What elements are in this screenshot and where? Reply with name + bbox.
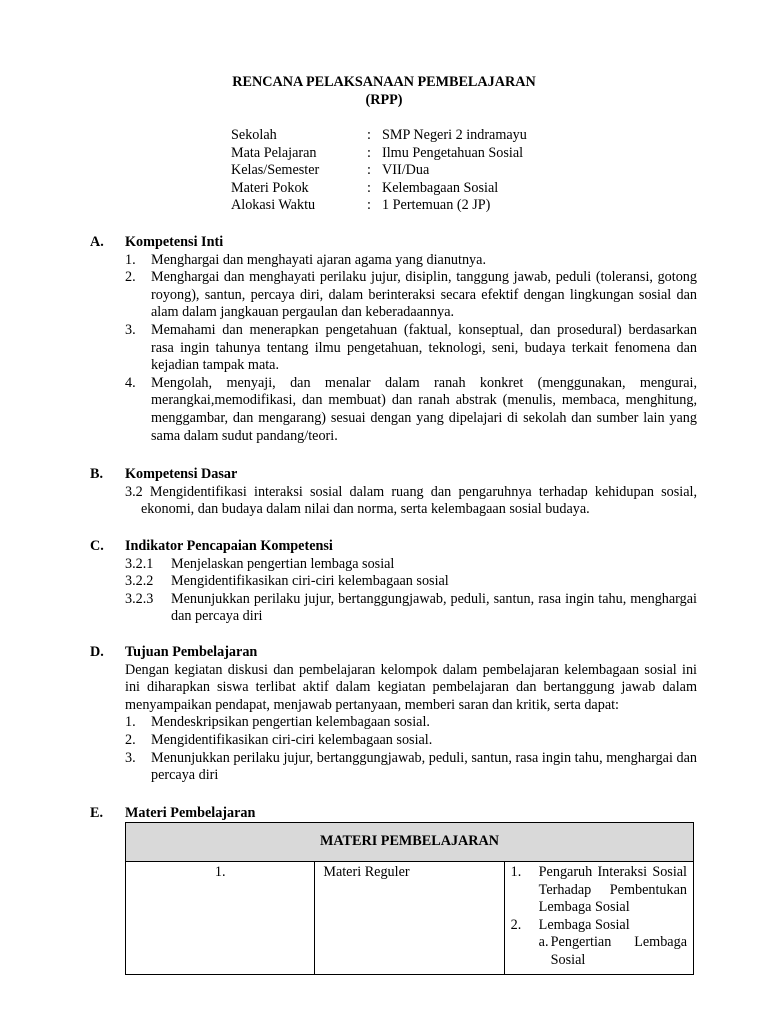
section-heading <box>90 466 698 484</box>
materi-table <box>125 822 694 975</box>
section-letter: E. <box>90 805 104 821</box>
info-label: Kelas/Semester <box>231 162 320 179</box>
table-row <box>126 862 694 975</box>
section-letter: C. <box>90 538 104 554</box>
list-text: Mendeskripsikan pengertian kelembagaan sosial. <box>151 714 430 731</box>
list-number: 3. <box>125 749 136 766</box>
list-item <box>125 750 697 785</box>
list-text: Mengidentifikasi interaksi sosial dalam ruang dan pengaruhnya terhadap kehidupan sosial, ekonomi, dan budaya dalam nilai dan norma, serta kelembagaan sosial budaya. <box>141 483 698 518</box>
section-letter: A. <box>90 234 104 250</box>
list-number: 3.2.1 <box>125 555 154 572</box>
info-label: Sekolah <box>231 127 277 143</box>
list-text: Pengaruh Interaksi Sosial Terhadap Pembentukan Lembaga Sosial <box>538 864 687 916</box>
list-item <box>125 573 697 591</box>
list-item <box>125 322 697 375</box>
list-text: Lembaga Sosial <box>538 916 630 933</box>
list-text: Mengolah, menyaji, dan menalar dalam ranah konkret (menggunakan, mengurai, merangkai,memodifikasi, dan membuat) dan ranah abstrak (menulis, membaca, menghitung, menggambar, dan mengarang) sesuai dengan yang dipelajari di sekolah dan sumber lain yang sama dalam sudut pandang/teori. <box>151 374 697 444</box>
section-heading <box>90 538 698 556</box>
section-body <box>125 556 697 626</box>
list-number: 3. <box>125 321 136 338</box>
list-text: Menunjukkan perilaku jujur, bertanggungjawab, peduli, santun, rasa ingin tahu, menghargai dan percaya diri <box>171 590 697 625</box>
section-title: Kompetensi Dasar <box>125 466 238 482</box>
section-title: Tujuan Pembelajaran <box>125 644 258 660</box>
info-colon: : <box>367 144 371 161</box>
list-number: 3.2.2 <box>125 573 154 590</box>
section-body <box>125 662 697 785</box>
section-title: Materi Pembelajaran <box>125 805 256 821</box>
section-heading <box>90 234 698 252</box>
info-value: SMP Negeri 2 indramayu <box>382 127 527 143</box>
list-text: Menghargai dan menghayati ajaran agama yang dianutnya. <box>151 251 486 268</box>
list-text: Mengidentifikasikan ciri-ciri kelembagaan sosial <box>171 573 449 590</box>
section-kompetensi-dasar <box>90 466 698 519</box>
table-header: MATERI PEMBELAJARAN <box>126 823 694 862</box>
info-label: Materi Pokok <box>231 179 309 196</box>
list-item <box>125 732 697 750</box>
list-number: 1. <box>125 714 136 731</box>
section-intro: Dengan kegiatan diskusi dan pembelajaran kelompok dalam pembelajaran kelembagaan sosial ini ini diharapkan siswa terlibat aktif dalam kegiatan pembelajaran dan bertanggung jawab dalam menyampaikan pendapat, menjawab pertanyaan, memberi saran dan kritik, serta dapat: <box>125 661 697 713</box>
list-text: Memahami dan menerapkan pengetahuan (faktual, konseptual, dan prosedural) berdasarkan rasa ingin tahunya tentang ilmu pengetahuan, teknologi, seni, budaya terkait fenomena dan kejadian tampak mata. <box>151 321 697 374</box>
section-body <box>125 252 697 446</box>
list-number: 1. <box>510 864 522 880</box>
list-item <box>125 591 697 626</box>
info-value: Ilmu Pengetahuan Sosial <box>382 144 524 161</box>
list-item <box>125 484 697 519</box>
list-text: Menjelaskan pengertian lembaga sosial <box>171 555 395 572</box>
list-text: Menghargai dan menghayati perilaku jujur, disiplin, tanggung jawab, peduli (toleransi, gotong royong), santun, percaya diri, dalam berinteraksi secara efektif dengan lingkungan sosial dan alam dalam jangkauan pergaulan dan keberadaannya. <box>151 269 697 321</box>
list-text: Menunjukkan perilaku jujur, bertanggungjawab, peduli, santun, rasa ingin tahu, menghargai dan percaya diri <box>151 749 697 784</box>
section-letter: D. <box>90 644 104 660</box>
section-title: Kompetensi Inti <box>125 234 224 250</box>
list-item <box>511 917 687 935</box>
section-materi <box>90 805 698 823</box>
list-item <box>125 269 697 322</box>
list-number: 3.2 <box>125 483 143 500</box>
info-colon: : <box>367 162 371 179</box>
table-cell-number: 1. <box>126 862 315 975</box>
list-item <box>125 714 697 732</box>
list-item <box>125 252 697 270</box>
info-value: 1 Pertemuan (2 JP) <box>382 197 491 214</box>
section-kompetensi-inti <box>90 234 698 445</box>
info-label: Mata Pelajaran <box>231 144 317 161</box>
list-number: 2. <box>125 269 136 286</box>
section-indikator <box>90 538 698 626</box>
list-item <box>125 375 697 445</box>
list-number: 4. <box>125 374 136 391</box>
info-colon: : <box>367 197 371 214</box>
list-number: 3.2.3 <box>125 590 154 607</box>
list-number: a. <box>538 934 549 951</box>
list-text: Mengidentifikasikan ciri-ciri kelembagaan sosial. <box>151 731 433 748</box>
list-item <box>511 934 687 969</box>
document-subtitle: (RPP) <box>365 92 403 108</box>
section-body <box>125 484 697 519</box>
section-heading <box>90 644 698 662</box>
info-colon: : <box>367 179 371 196</box>
section-letter: B. <box>90 466 104 482</box>
list-number: 1. <box>125 251 136 268</box>
info-value: VII/Dua <box>382 162 430 179</box>
table-cell-content <box>504 862 693 975</box>
section-tujuan <box>90 644 698 785</box>
list-number: 2. <box>125 731 136 748</box>
list-item <box>511 864 687 917</box>
info-label: Alokasi Waktu <box>231 197 316 214</box>
info-colon: : <box>367 127 371 143</box>
info-value: Kelembagaan Sosial <box>382 179 499 196</box>
list-text: Pengertian Lembaga Sosial <box>550 934 687 968</box>
section-heading <box>90 805 698 823</box>
table-header-row <box>126 823 694 862</box>
document-title: RENCANA PELAKSANAAN PEMBELAJARAN <box>232 74 536 90</box>
list-number: 2. <box>510 916 522 933</box>
table-cell-label: Materi Reguler <box>315 862 504 975</box>
list-item <box>125 556 697 574</box>
section-title: Indikator Pencapaian Kompetensi <box>125 538 333 554</box>
